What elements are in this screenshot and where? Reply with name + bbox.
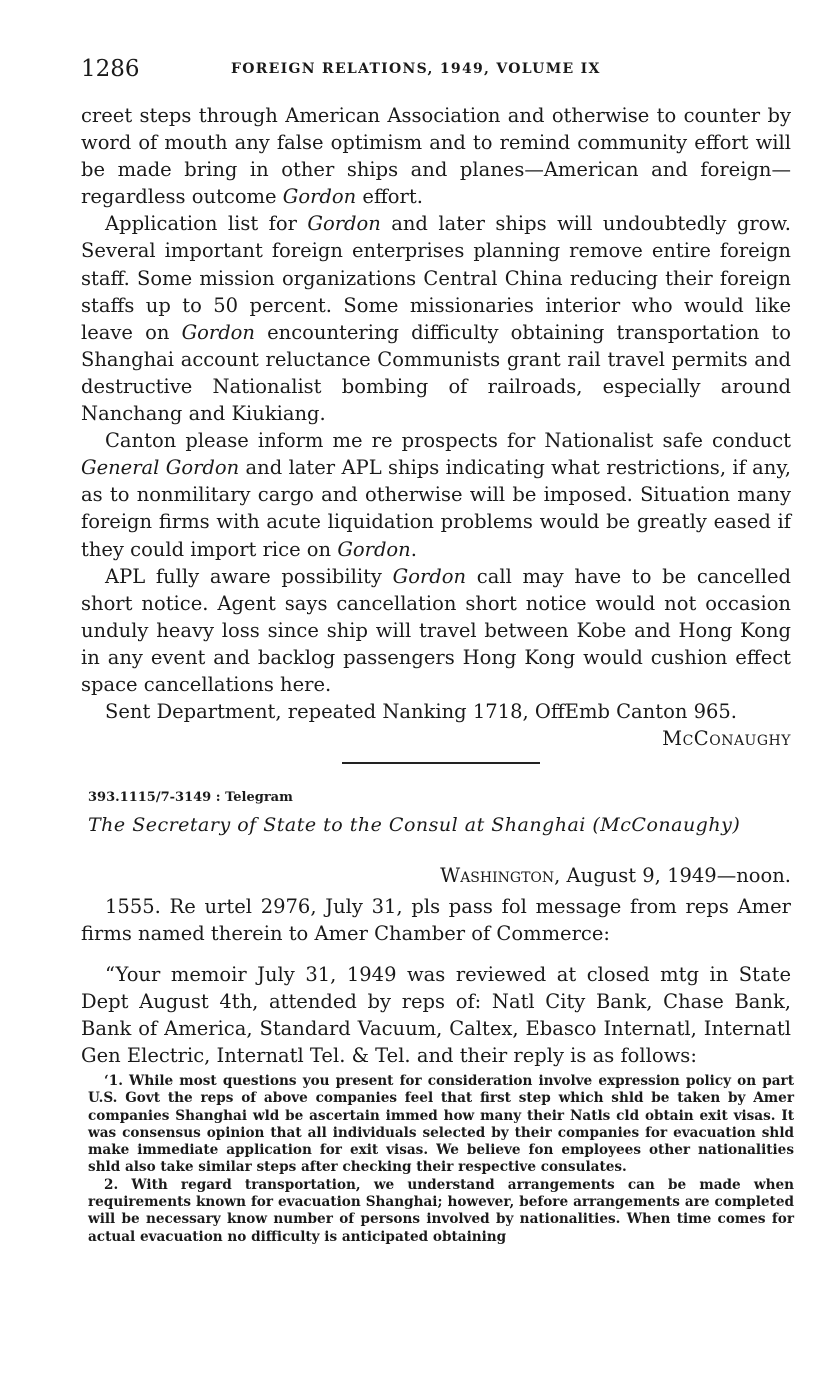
section-divider (342, 762, 540, 764)
signature: McConaughy (662, 727, 791, 751)
running-title: FOREIGN RELATIONS, 1949, VOLUME IX (231, 61, 601, 77)
file-number: 393.1115/7-3149 : Telegram (88, 790, 293, 805)
paragraph-3: Canton please inform me re prospects for Nationalist safe conduct General Gordon and later APL ships indicating what restrictions, if any, as to nonmilitary cargo and otherwise will be imposed. Situation many foreign firms with acute liquidation problems would be greatly eased if they could import rice on Gordon. (81, 429, 791, 561)
paragraph-1: creet steps through American Association and otherwise to counter by word of mouth any false optimism and to remind community effort will be made bring in other ships and planes—American and foreign—regardless outcome Gordon effort. (81, 104, 791, 209)
dateline-place: Washington, (440, 864, 561, 887)
reply-items (88, 1073, 794, 1246)
paragraph-2: Application list for Gordon and later ships will undoubtedly grow. Several important foreign enterprises planning remove entire foreign staff. Some mission organizations Central China reducing their foreign staffs up to 50 percent. Some missionaries interior who would like leave on Gordon encountering difficulty obtaining transportation to Shanghai account reluctance Communists grant rail travel permits and destructive Nationalist bombing of railroads, especially around Nanchang and Kiukiang. (81, 212, 792, 426)
page-number: 1286 (81, 56, 140, 82)
telegram-intro (81, 893, 791, 947)
reply-item-1: ‘1. While most questions you present for consideration involve expression policy on part U.S. Govt the reps of above companies feel that first step which shld be taken by Amer companies Shanghai wld be ascertain immed how many their Natls cld obtain exit visas. It was consensus opinion that all individuals selected by their companies for evacuation shld make immediate application for exit visas. We believe fon employees other nationalities shld also take similar steps after checking their respective consulates. (88, 1073, 794, 1176)
quoted-message (81, 961, 791, 1069)
dateline (81, 864, 791, 887)
quote-paragraph: “Your memoir July 31, 1949 was reviewed at closed mtg in State Dept August 4th, attended by reps of: Natl City Bank, Chase Bank, Bank of America, Standard Vacuum, Caltex, Ebasco Internatl, Internatl Gen Electric, Internatl Tel. & Tel. and their reply is as follows: (81, 963, 791, 1068)
paragraph-5: Sent Department, repeated Nanking 1718, OffEmb Canton 965. (105, 700, 737, 724)
paragraph-4: APL fully aware possibility Gordon call may have to be cancelled short notice. Agent says cancellation short notice would not occasion unduly heavy loss since ship will travel between Kobe and Hong Kong in any event and backlog passengers Hong Kong would cushion effect space cancellations here. (81, 564, 791, 696)
reply-item-2: 2. With regard transportation, we understand arrangements can be made when requirements known for evacuation Shanghai; however, before arrangements are completed will be necessary know number of persons involved by nationalities. When time comes for actual evacuation no difficulty is anticipated obtaining (88, 1176, 794, 1245)
document-heading: The Secretary of State to the Consul at Shanghai (McConaughy) (88, 814, 741, 836)
intro-paragraph: 1555. Re urtel 2976, July 31, pls pass fol message from reps Amer firms named therein to Amer Chamber of Commerce: (81, 895, 791, 946)
previous-document-body (81, 102, 791, 752)
page-header (81, 56, 791, 86)
dateline-date: August 9, 1949—noon. (566, 864, 791, 887)
